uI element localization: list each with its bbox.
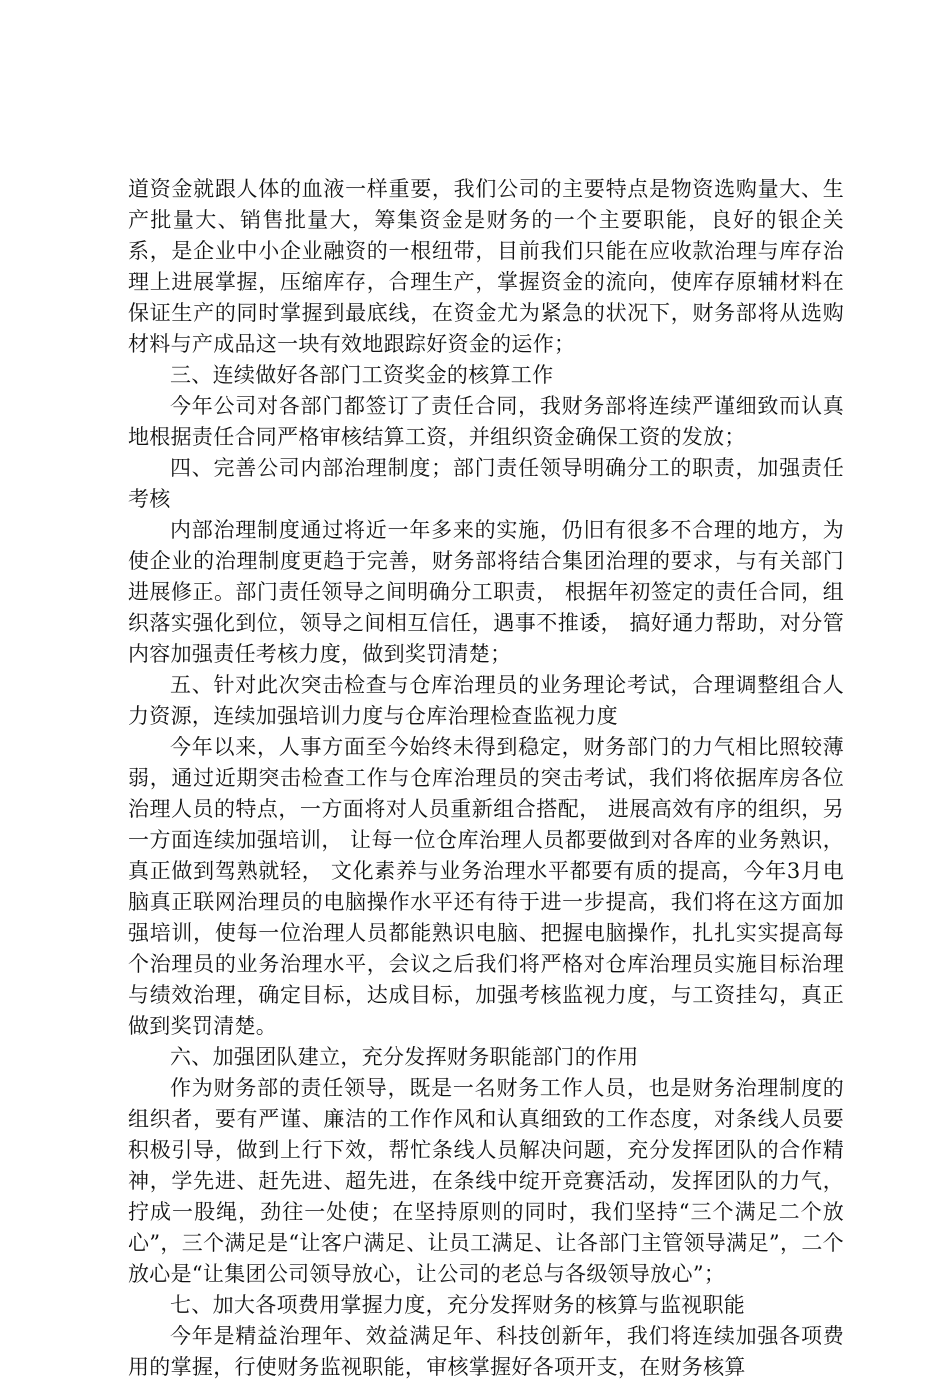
body-paragraph: 作为财务部的责任领导，既是一名财务工作人员，也是财务治理制度的组织者，要有严谨、廉洁的工作作风和认真细致的工作态度，对条线人员要积极引导，做到上行下效，帮忙条线人员解决问题，充分发挥团队的合作精神，学先进、赶先进、超先进，在条线中绽开竞赛活动，发挥团队的力气，拧成一股绳，劲往一处使；在坚持原则的同时，我们坚持“三个满足二个放心”，三个满足是“让客户满足、让员工满足、让各部门主管领导满足”，二个放心是“让集团公司领导放心，让公司的老总与各级领导放心”； [128, 1076, 844, 1286]
section-heading: 三、连续做好各部门工资奖金的核算工作 [170, 363, 554, 387]
body-paragraph: 今年以来，人事方面至今始终未得到稳定，财务部门的力气相比照较薄弱，通过近期突击检查工作与仓库治理员的突击考试，我们将依据库房各位治理人员的特点，一方面将对人员重新组合搭配， 进展高效有序的组织，另一方面连续加强培训， 让每一位仓库治理人员都要做到对各库的业务熟识，真正做到驾熟就轻， 文化素养与业务治理水平都要有质的提高，今年3月电脑真正联网治理员的电脑操作水平还有待于进一步提高，我们将在这方面加强培训，使每一位治理人员都能熟识电脑、把握电脑操作，扎扎实实提高每个治理员的业务治理水平，会议之后我们将严格对仓库治理员实施目标治理与绩效治理，确定目标，达成目标，加强考核监视力度，与工资挂勾，真正做到奖罚清楚。 [128, 735, 844, 1038]
body-paragraph: 道资金就跟人体的血液一样重要，我们公司的主要特点是物资选购量大、生产批量大、销售批量大，筹集资金是财务的一个主要职能，良好的银企关系，是企业中小企业融资的一根纽带，目前我们只能在应收款治理与库存治理上进展掌握，压缩库存，合理生产，掌握资金的流向，使库存原辅材料在保证生产的同时掌握到最底线，在资金尤为紧急的状况下，财务部将从选购材料与产成品这一块有效地跟踪好资金的运作； [128, 177, 844, 356]
section-heading: 四、完善公司内部治理制度；部门责任领导明确分工的职责，加强责任考核 [128, 456, 844, 511]
section-heading: 六、加强团队建立，充分发挥财务职能部门的作用 [170, 1045, 639, 1069]
section-heading: 五、针对此次突击检查与仓库治理员的业务理论考试，合理调整组合人力资源，连续加强培训力度与仓库治理检查监视力度 [128, 673, 844, 728]
body-paragraph: 今年是精益治理年、效益满足年、科技创新年，我们将连续加强各项费用的掌握，行使财务监视职能，审核掌握好各项开支，在财务核算 [128, 1324, 844, 1379]
document-body [128, 174, 844, 1383]
body-paragraph: 今年公司对各部门都签订了责任合同，我财务部将连续严谨细致而认真地根据责任合同严格审核结算工资，并组织资金确保工资的发放； [128, 394, 844, 449]
body-paragraph: 内部治理制度通过将近一年多来的实施，仍旧有很多不合理的地方，为使企业的治理制度更趋于完善，财务部将结合集团治理的要求，与有关部门进展修正。部门责任领导之间明确分工职责， 根据年初签定的责任合同，组织落实强化到位，领导之间相互信任，遇事不推诿， 搞好通力帮助，对分管内容加强责任考核力度，做到奖罚清楚； [128, 518, 844, 666]
section-heading: 七、加大各项费用掌握力度，充分发挥财务的核算与监视职能 [170, 1293, 746, 1317]
